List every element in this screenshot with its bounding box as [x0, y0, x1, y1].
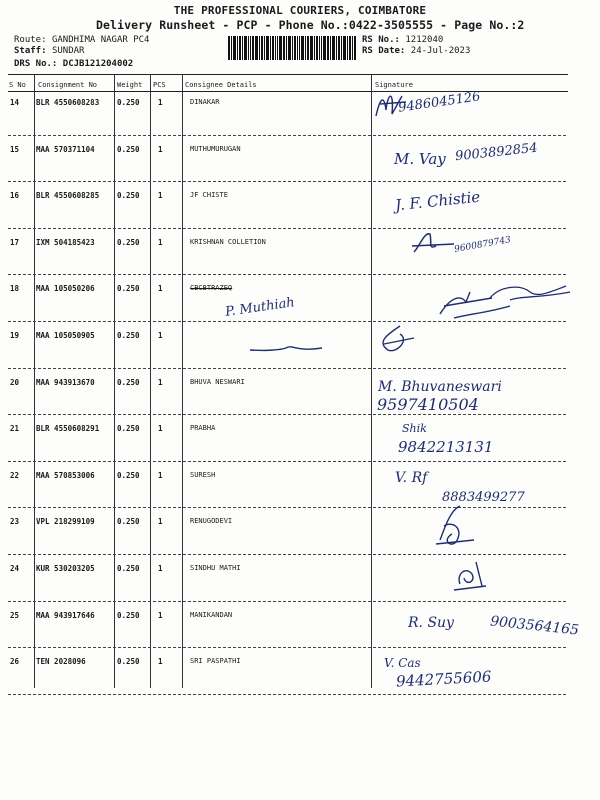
row-sno: 22: [10, 470, 20, 480]
col-divider: [182, 74, 183, 688]
col-header-sno: S No: [9, 81, 26, 89]
rs-no-label: RS No.:: [362, 35, 400, 45]
row-consignment-no: BLR 4550608291: [36, 424, 100, 434]
row-consignee: MUTHUMURUGAN: [190, 144, 241, 153]
row-consignee: PRABHA: [190, 424, 216, 433]
handwritten-signature-name: Shik: [402, 422, 427, 435]
row-separator: [8, 647, 566, 648]
rs-date-value: 24-Jul-2023: [410, 46, 471, 56]
rs-no-value: 1212040: [405, 35, 444, 45]
handwritten-phone-number: 9600879743: [453, 235, 512, 255]
handwritten-signature-name: M. Bhuvaneswari: [378, 379, 502, 395]
row-separator: [8, 601, 566, 602]
runsheet-subtitle: Delivery Runsheet - PCP - Phone No.:0422-3505555 - Page No.:2: [96, 18, 525, 32]
handwritten-phone-number: 9442755606: [395, 667, 492, 691]
route-line: [14, 35, 149, 45]
route-label: Route:: [14, 35, 47, 45]
row-consignment-no: BLR 4550608283: [36, 98, 100, 107]
col-header-signature: Signature: [375, 81, 413, 89]
row-weight: 0.250: [117, 377, 140, 387]
row-separator: [8, 694, 566, 695]
signature-scribble-row-17: [408, 228, 458, 258]
route-value: GANDHIMA NAGAR PC4: [51, 35, 150, 45]
row-sno: 14: [10, 98, 20, 107]
col-header-consignee: Consignee Details: [185, 81, 257, 89]
row-consignee: MANIKANDAN: [190, 610, 233, 619]
staff-label: Staff:: [14, 46, 47, 56]
signature-scribble-row-19-stroke: [246, 338, 326, 358]
row-pcs: 1: [158, 564, 163, 573]
table-header-rule: [8, 91, 568, 92]
row-sno: 25: [10, 610, 20, 620]
drs-label: DRS No.:: [14, 59, 58, 69]
row-pcs: 1: [158, 657, 163, 667]
row-pcs: 1: [158, 237, 163, 247]
handwritten-phone-number: 9003892854: [454, 140, 539, 165]
row-sno: 20: [10, 377, 20, 387]
row-separator: [8, 461, 566, 462]
handwritten-signature-name: V. Rf: [395, 470, 428, 486]
row-weight: 0.250: [117, 284, 140, 294]
row-separator: [8, 507, 566, 508]
row-consignee: JF CHISTE: [190, 191, 228, 200]
row-weight: 0.250: [117, 237, 140, 247]
row-consignment-no: MAA 105050905: [36, 331, 95, 340]
drs-line: [14, 59, 133, 69]
row-pcs: 1: [158, 191, 163, 201]
row-consignment-no: IXM 504185423: [36, 237, 95, 247]
row-consignment-no: MAA 943913670: [36, 377, 95, 387]
col-header-pcs: PCS: [153, 81, 166, 89]
drs-value: DCJB121204002: [62, 59, 134, 69]
row-sno: 23: [10, 517, 20, 527]
row-pcs: 1: [158, 470, 163, 480]
row-separator: [8, 181, 566, 182]
row-sno: 26: [10, 657, 20, 667]
barcode-image: [228, 36, 356, 60]
row-weight: 0.250: [117, 144, 140, 154]
row-separator: [8, 274, 566, 275]
row-pcs: 1: [158, 331, 163, 340]
col-divider: [114, 74, 115, 688]
row-consignment-no: BLR 4550608285: [36, 191, 100, 201]
row-separator: [8, 368, 566, 369]
row-consignment-no: VPL 218299109: [36, 517, 95, 527]
staff-value: SUNDAR: [51, 46, 85, 56]
row-consignee: SRI PASPATHI: [190, 657, 241, 666]
row-separator: [8, 135, 566, 136]
row-pcs: 1: [158, 144, 163, 154]
staff-line: [14, 46, 84, 56]
row-sno: 17: [10, 237, 20, 247]
handwritten-phone-number: 9597410504: [377, 395, 479, 414]
rs-no-line: [362, 35, 443, 45]
row-pcs: 1: [158, 517, 163, 527]
handwritten-signature-name: R. Suy: [408, 615, 454, 631]
handwritten-signature-name: M. Vay: [394, 150, 446, 168]
row-sno: 18: [10, 284, 20, 294]
row-weight: 0.250: [117, 98, 140, 107]
row-consignee: KRISHNAN COLLETION: [190, 237, 266, 246]
row-consignment-no: MAA 105050206: [36, 284, 95, 294]
row-separator: [8, 228, 566, 229]
row-weight: 0.250: [117, 424, 140, 434]
row-weight: 0.250: [117, 610, 140, 620]
handwritten-phone-number: 9842213131: [398, 438, 494, 456]
row-separator: [8, 554, 566, 555]
row-pcs: 1: [158, 377, 163, 387]
handwritten-signature-name: J. F. Chistie: [394, 187, 482, 215]
col-header-weight: Weight: [117, 81, 143, 89]
rs-date-line: [362, 46, 470, 56]
signature-scribble-row-18-19: [370, 278, 580, 358]
row-sno: 24: [10, 564, 20, 573]
row-pcs: 1: [158, 610, 163, 620]
col-divider: [34, 74, 35, 688]
row-consignee: RENUGODEVI: [190, 517, 233, 526]
row-consignee: BHUVA NESWARI: [190, 377, 245, 386]
row-consignee: SINDHU MATHI: [190, 564, 241, 572]
row-weight: 0.250: [117, 470, 140, 480]
handwritten-phone-number: 9003564165: [489, 613, 580, 639]
row-sno: 19: [10, 331, 20, 340]
table-top-rule: [8, 74, 568, 75]
row-separator: [8, 414, 566, 415]
signature-scribble-row-24: [446, 556, 496, 596]
row-consignee: DINAKAR: [190, 98, 220, 106]
row-weight: 0.250: [117, 517, 140, 527]
row-pcs: 1: [158, 284, 163, 294]
row-consignment-no: MAA 570853006: [36, 470, 95, 480]
row-weight: 0.250: [117, 191, 140, 201]
handwritten-signature-name: P. Muthiah: [224, 295, 296, 320]
rs-date-label: RS Date:: [362, 46, 406, 56]
row-pcs: 1: [158, 98, 163, 107]
handwritten-phone-number: 9486045126: [397, 89, 482, 116]
row-sno: 21: [10, 424, 20, 434]
company-title: THE PROFESSIONAL COURIERS, COIMBATORE: [173, 4, 427, 17]
row-weight: 0.250: [117, 564, 140, 573]
row-weight: 0.250: [117, 657, 140, 667]
row-consignment-no: TEN 2028096: [36, 657, 86, 667]
signature-scribble-row-23: [430, 500, 480, 550]
handwritten-phone-number: 8883499277: [442, 490, 525, 505]
row-pcs: 1: [158, 424, 163, 434]
signature-scribble-row-14: [372, 88, 412, 124]
row-consignment-no: MAA 570371104: [36, 144, 95, 154]
row-weight: 0.250: [117, 331, 140, 340]
row-sno: 16: [10, 191, 20, 201]
row-consignee: SURESH: [190, 470, 216, 479]
col-divider: [371, 74, 372, 688]
handwritten-signature-name: V. Cas: [384, 656, 421, 670]
col-header-consignment: Consignment No: [38, 81, 98, 89]
col-divider: [150, 74, 151, 688]
row-consignee: CBCBTRAZEQ: [190, 284, 233, 293]
row-consignment-no: KUR 530203205: [36, 564, 95, 573]
row-sno: 15: [10, 144, 20, 154]
row-consignment-no: MAA 943917646: [36, 610, 95, 620]
